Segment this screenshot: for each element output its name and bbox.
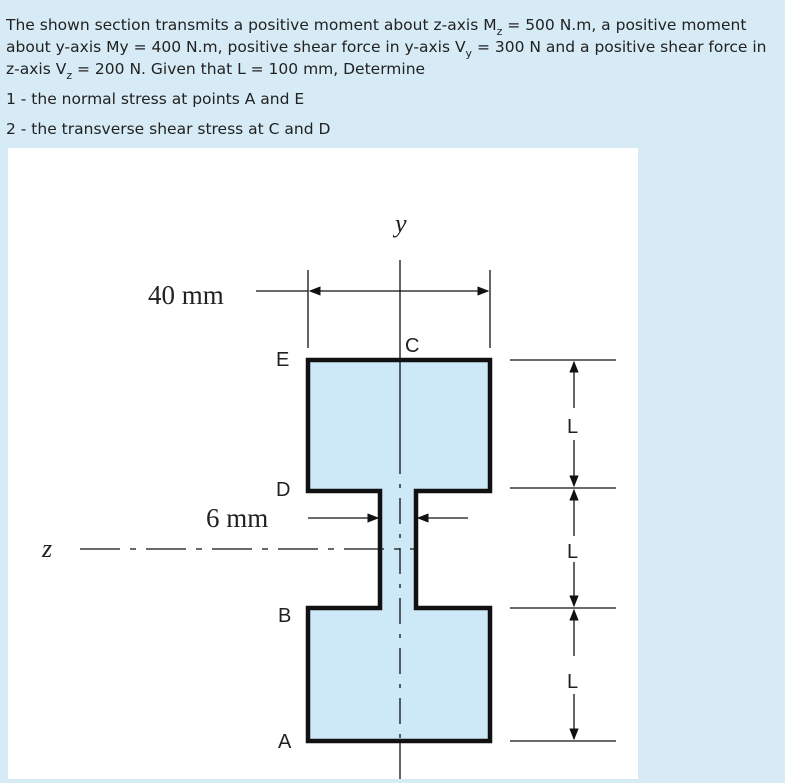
problem-text: The shown section transmits a positive moment about z-axis M (6, 16, 497, 34)
task-2: 2 - the transverse shear stress at C and D (6, 120, 331, 138)
cross-section-diagram (8, 148, 638, 779)
point-d-label: D (276, 479, 291, 501)
problem-text: about y-axis My = 400 N.m, positive shear force in y-axis V (6, 38, 466, 56)
problem-text: z-axis V (6, 60, 67, 78)
cross-section-figure (8, 148, 638, 779)
problem-text: = 500 N.m, a positive moment (502, 16, 747, 34)
problem-line-2 (6, 36, 785, 58)
problem-statement (6, 14, 785, 80)
problem-text: = 300 N and a positive shear force in (472, 38, 767, 56)
task-1: 1 - the normal stress at points A and E (6, 90, 305, 108)
problem-text: = 200 N. Given that L = 100 mm, Determine (72, 60, 426, 78)
z-axis-label: z (42, 534, 53, 563)
point-a-label: A (278, 731, 292, 753)
problem-line-3 (6, 58, 785, 80)
point-e-label: E (276, 349, 290, 371)
l-label-3: L (567, 671, 579, 693)
l-label-1: L (567, 416, 579, 438)
y-axis-label: y (395, 209, 407, 238)
point-c-label: C (405, 335, 420, 357)
section-outline (308, 360, 490, 741)
subscript: z (66, 69, 73, 80)
subscript: y (465, 47, 473, 60)
web-dim-label: 6 mm (206, 503, 269, 533)
problem-line-1 (6, 14, 785, 36)
subscript: z (496, 25, 503, 38)
point-b-label: B (278, 605, 292, 627)
l-label-2: L (567, 541, 579, 563)
width-dim-label: 40 mm (148, 280, 224, 310)
